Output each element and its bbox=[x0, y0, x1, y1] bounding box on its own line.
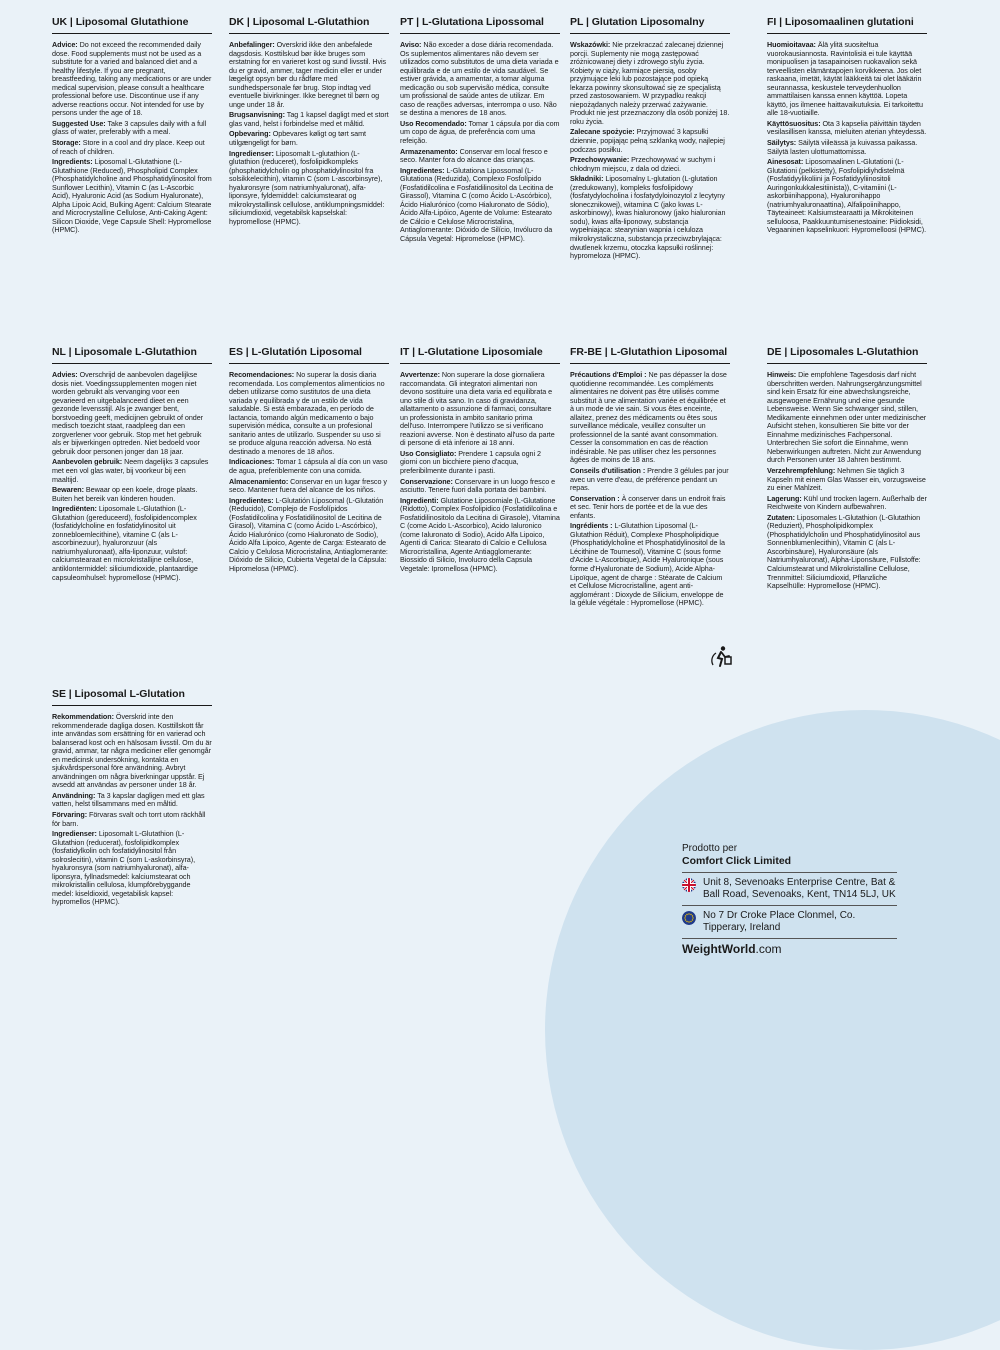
section-paragraph: Aviso: Não exceder a dose diária recomendada. Os suplementos alimentares não devem ser utilizados como substitutos de uma dieta variada e equilibrada e de um estilo de vida saudável. Se estiver grávida, a amamentar, a tomar alguma medicação ou sob supervisão médica, consulte um profissional de saúde antes de utilizar. Em caso de reações adversas, interrompa o uso. Não se destina a menores de 18 anos. bbox=[400, 40, 559, 118]
section-paragraph: Storage: Store in a cool and dry place. Keep out of reach of children. bbox=[52, 138, 205, 156]
section-title: FR-BE | L-Glutathion Liposomal bbox=[570, 346, 730, 364]
section-paragraph: Ingredientes: L-Glutationa Lipossomal (L-Glutationa (Reduzida), Complexo Fosfolípido (Fosfatidilcolina e Fosfatidilinositol da Lecitina de Girassol), Vitamina C (como Ácido L-Ascórbico), Ácido Hialurónico (como Hialuronato de Sódio), Ácido Alfa-Lipóico, Agente de Volume: Estearato de Cálcio e Celulose Microcristalina, Antiaglomerante: Dióxido de Silício, Invólucro da Cápsula Vegetal: Hipromelose (HPMC). bbox=[400, 165, 554, 244]
section-paragraph: Précautions d'Emploi : Ne pas dépasser la dose quotidienne recommandée. Les compléments alimentaires ne doivent pas être utilisés comme substitut à une alimentation variée et équilibrée et à un mode de vie sain. Si vous êtes enceinte, allaitez, prenez des médicaments ou êtes sous surveillance médicale, veuillez consulter un professionnel de la santé avant consommation. Cesser la consommation en cas de réaction indésirable. Ne pas utiliser chez les personnes âgées de moins de 18 ans. bbox=[570, 370, 727, 465]
uk-address: Unit 8, Sevenoaks Enterprise Centre, Bat & Ball Road, Sevenoaks, Kent, TN14 5LJ, UK bbox=[703, 877, 896, 900]
divider bbox=[682, 905, 897, 906]
section-paragraph: Ingredienti: Glutatione Liposomiale (L-Glutatione (Ridotto), Complex Fosfolipidico (Fosfatidilcolina e Fosfatidilinositolo da Lecitina di Girasole), Vitamina C (come Acido L-Ascorbico), Acido Ialuronico (come Ialuronato di Sodio), Acido Alfa Lipoico, Agenti di Carica: Stearato di Calcio e Cellulosa Microcristallina, Agente Antiagglomerante: Biossido di Silicio, Involucro della Capsula Vegetale: Ipromellosa (HPMC). bbox=[400, 495, 560, 574]
section-paragraph: Ingrediënten: Liposomale L-Glutathion (L-Glutathion (gereduceerd), fosfolipidencomplex (fosfatidylcholine en fosfatidylinositol uit zonnebloemlecithine), vitamine C (als L-ascorbinezuur), hyaluronzuur (als natriumhyaluronaat), alfa-liponzuur, vulstof: calciumstearaat en microkristallijne cellulose, antiklontermiddel: siliciumdioxide, plantaardige capsuleomhulsel: hypromellose (HPMC). bbox=[52, 504, 198, 582]
section-paragraph: Ingredienser: Liposomalt L-glutathion (L-glutathion (reduceret), fosfolipidkompleks (phosphatidylcholin og phosphatidylinositol fra solsikkelecithin), vitamin C (som L-ascorbinsyre), hyaluronsyre (som natriumhyaluronat), alfa-liponsyre, fyldemiddel: calciumstearat og mikrokrystallinsk cellulose, antiklumpningsmiddel: siliciumdioxid, vegetabilsk kapselskal: hypromellose (HPMC). bbox=[229, 148, 385, 226]
section-paragraph: Przechowywanie: Przechowywać w suchym i chłodnym miejscu, z dala od dzieci. bbox=[570, 155, 716, 173]
uk-flag-icon bbox=[682, 878, 696, 892]
section-title: PT | L-Glutationa Lipossomal bbox=[400, 16, 560, 34]
brand-website: WeightWorld.com bbox=[682, 942, 782, 956]
section-paragraph: Almacenamiento: Conservar en un lugar fresco y seco. Mantener fuera del alcance de los niños. bbox=[229, 476, 387, 495]
section-paragraph: Ingredientes: L-Glutatión Liposomal (L-Glutatión (Reducido), Complejo de Fosfolípidos (Fosfatidilcolina y Fosfatidilinositol de Lecitina de Girasol), Vitamina C (como Ácido L-Ascórbico), Ácido Hialurónico (como Hialuronato de Sodio), Ácido Alfa Lipoico, Agente de Carga: Estearato de Calcio y Celulosa Microcristalina, Antiaglomerante: Dióxido de Silicio, Cubierta Vegetal de la Cápsula: Hipromelosa (HPMC). bbox=[229, 495, 388, 574]
section-paragraph: Ainesosat: Liposomaalinen L-Glutationi (L-Glutationi (pelkistetty), Fosfolipidiyhdistelmä (Fosfatidyylikoliini ja Fosfatidyyliinositoli Auringonkukkalesitiinista)), C-vitamiini (L-askorbiinihappona), Hyaluronihappo (natriumhyaluronaattina), Alfalipoiinihappo, Täyteaineet: Kalsiumstearaatti ja Mikrokiteinen selluloosa, Paakkuuntumisenestoaine: Piidioksidi, Vegaaninen kapselinkuori: Hypromelloosi (HPMC). bbox=[767, 157, 927, 235]
section-paragraph: Recomendaciones: No superar la dosis diaria recomendada. Los complementos alimenticios no deben utilizarse como sustitutos de una dieta variada y equilibrada y de un estilo de vida saludable. Si está embarazada, en período de lactancia, tomando algún medicamento o bajo supervisión médica, consulte a un profesional sanitario antes de utilizarlo. Suspender su uso si se produce alguna reacción adversa. No está destinado a menores de 18 años. bbox=[229, 370, 385, 456]
section-paragraph: Advice: Do not exceed the recommended daily dose. Food supplements must not be used as a substitute for a varied and balanced diet and a healthy lifestyle. If you are pregnant, breastfeeding, taking any medications or are under medical supervision, please consult a healthcare professional before use. Discontinue use if any adverse reactions occur. Not intended for use by persons under the age of 18. bbox=[52, 40, 212, 118]
section-paragraph: Conservazione: Conservare in un luogo fresco e asciutto. Tenere fuori dalla portata dei bambini. bbox=[400, 476, 556, 495]
section-paragraph: Hinweis: Die empfohlene Tagesdosis darf nicht überschritten werden. Nahrungsergänzungsmittel sind kein Ersatz für eine abwechslungsreiche, ausgewogene Ernährung und eine gesunde Lebensweise. Wenn Sie schwanger sind, stillen, Medikamente einnehmen oder unter medizinischer Aufsicht stehen, konsultieren Sie bitte vor der Einnahme medizinisches Fachpersonal. Unterbrechen Sie sofort die Einnahme, wenn Nebenwirkungen auftreten. Nicht zur Anwendung durch Personen unter 18 Jahren bestimmt. bbox=[767, 370, 927, 465]
section-it bbox=[400, 346, 560, 576]
section-paragraph: Ingrédients : L-Glutathion Liposomal (L-Glutathion Réduit), Complexe Phospholipidique (Phosphatidylcholine et Phosphatidylinositol de la Lécithine de Tournesol), Vitamine C (sous forme d'Acide L-Ascorbique), Acide Hyaluronique (sous forme d'Hyaluronate de Sodium), Acide Alpha-Lipoïque, agent de charge : Stéarate de Calcium et Cellulose Microcristalline, agent anti-agglomérant : Dioxyde de Silicium, enveloppe de la gélule végétale : Hypromellose (HPMC). bbox=[570, 521, 725, 608]
company-name: Comfort Click Limited bbox=[682, 855, 792, 867]
section-paragraph: Rekommendation: Överskrid inte den rekommenderade dagliga dosen. Kosttillskott får inte användas som ersättning för en varierad och balanserad kost och en hälsosam livsstil. Om du är gravid, ammar, tar några mediciner eller genomgår en medicinsk undersökning, kontakta en sjukvårdspersonal före användning. Avbryt användningen om några biverkningar uppstår. Ej avsedd att användas av personer under 18 år. bbox=[52, 712, 212, 790]
section-paragraph: Indicaciones: Tomar 1 cápsula al día con un vaso de agua, preferiblemente con una comida. bbox=[229, 457, 388, 476]
section-paragraph: Säilytys: Säilytä viileässä ja kuivassa paikassa. Säilytä lasten ulottumattomissa. bbox=[767, 138, 918, 156]
section-fr-be bbox=[570, 346, 730, 610]
section-paragraph: Wskazówki: Nie przekraczać zalecanej dziennej porcji. Suplementy nie mogą zastępować zróżnicowanej diety i zdrowego stylu życia. Kobiety w ciąży, karmiące piersią, osoby przyjmujące leki lub pozostające pod opieką lekarza powinny skonsultować się ze specjalistą przed zastosowaniem. W przypadku reakcji niepożądanych należy przerwać zażywanie. Produkt nie jest przeznaczony dla osób poniżej 18. roku życia. bbox=[570, 40, 730, 126]
manufacturer-info bbox=[682, 843, 897, 955]
section-se bbox=[52, 688, 212, 909]
section-paragraph: Huomioitavaa: Älä ylitä suositeltua vuorokausiannosta. Ravintolisiä ei tule käyttää monipuolisen ja tasapainoisen ruokavalion sekä terveellisten elämäntapojen korvikkeena. Jos olet raskaana, imetät, käytät lääkkeitä tai olet lääkärin seurannassa, keskustele terveydenhuollon ammattilaisen kanssa ennen käyttöä. Lopeta käyttö, jos ilmenee haittavaikutuksia. Ei tarkoitettu alle 18-vuotiaille. bbox=[767, 40, 923, 118]
section-title: NL | Liposomale L-Glutathion bbox=[52, 346, 212, 364]
ie-address: No 7 Dr Croke Place Clonmel, Co. Tipperary, Ireland bbox=[703, 910, 856, 933]
section-es bbox=[229, 346, 389, 576]
section-title: FI | Liposomaalinen glutationi bbox=[767, 16, 927, 34]
ie-address-block bbox=[682, 910, 897, 934]
section-paragraph: Brugsanvisning: Tag 1 kapsel dagligt med et stort glas vand, helst i forbindelse med et måltid. bbox=[229, 110, 389, 128]
section-paragraph: Conservation : À conserver dans un endroit frais et sec. Tenir hors de portée et de la vue des enfants. bbox=[570, 493, 726, 520]
uk-address-block bbox=[682, 877, 897, 901]
section-paragraph: Förvaring: Förvaras svalt och torrt utom räckhåll för barn. bbox=[52, 810, 206, 828]
section-paragraph: Uso Recomendado: Tomar 1 cápsula por dia com um copo de água, de preferência com uma refeição. bbox=[400, 118, 560, 146]
section-paragraph: Składniki: Liposomalny L-glutation (L-glutation (zredukowany), kompleks fosfolipidowy (fosfatydylocholina i fosfatydyloinozytol z lecytyny słonecznikowej), witamina C (jako kwas L-askorbinowy), kwas hialuronowy (jako hialuronian sodu), kwas alfa-liponowy, substancja wypełniająca: stearynian wapnia i celuloza mikrokrystaliczna, substancja przeciwzbrylająca: dwutlenek krzemu, otoczka kapsułki roślinnej: hypromeloza (HPMC). bbox=[570, 174, 726, 261]
section-paragraph: Anbefalinger: Overskrid ikke den anbefalede dagsdosis. Kosttilskud bør ikke bruges som erstatning for en varieret kost og sund livsstil. Hvis du er gravid, ammer, tager medicin eller er under lægeligt opsyn bør du rådføre med sundhedspersonale før brug. Stop indtag ved eventuelle bivirkninger. Ikke beregnet til børn og unge under 18 år. bbox=[229, 40, 387, 109]
section-title: PL | Glutation Liposomalny bbox=[570, 16, 730, 34]
section-paragraph: Opbevaring: Opbevares køligt og tørt samt utilgængeligt for børn. bbox=[229, 129, 366, 148]
section-title: DE | Liposomales L-Glutathion bbox=[767, 346, 927, 364]
section-nl bbox=[52, 346, 212, 584]
section-paragraph: Zutaten: Liposomales L-Glutathion (L-Glutathion (Reduziert), Phospholipidkomplex (Phosphatidylcholin und Phosphatidylinositol aus Sonnenblumenlecithin), Vitamin C (als L-Ascorbinsäure), Hyaluronsäure (als Natriumhyaluronat), Alpha-Liponsäure, Füllstoffe: Calciumstearat und Mikrokristalline Cellulose, Trennmittel: Siliciumdioxid, Pflanzliche Kapselhülle: Hypromellose (HPMC). bbox=[767, 512, 921, 591]
section-paragraph: Käyttösuositus: Ota 3 kapselia päivittäin täyden vesilasillisen kanssa, mieluiten aterian yhteydessä. bbox=[767, 118, 927, 137]
section-title: SE | Liposomal L-Glutation bbox=[52, 688, 212, 706]
section-title: UK | Liposomal Glutathione bbox=[52, 16, 212, 34]
produced-by-label: Prodotto per bbox=[682, 843, 738, 854]
section-paragraph: Bewaren: Bewaar op een koele, droge plaats. Buiten het bereik van kinderen houden. bbox=[52, 485, 198, 503]
section-paragraph: Advies: Overschrijd de aanbevolen dagelijkse dosis niet. Voedingssupplementen mogen niet worden gebruikt als vervanging voor een gevarieerd en uitgebalanceerd dieet en een gezonde levensstijl. Als je zwanger bent, borstvoeding geeft, medicijnen gebruikt of onder medisch toezicht staat, raadpleeg dan een zorgverlener voor gebruik. Stop met het gebruik als er bijwerkingen optreden. Niet bedoeld voor gebruik door personen jonger dan 18 jaar. bbox=[52, 370, 204, 456]
section-paragraph: Uso Consigliato: Prendere 1 capsula ogni 2 giorni con un bicchiere pieno d'acqua, preferibilmente durante i pasti. bbox=[400, 448, 541, 476]
divider bbox=[682, 872, 897, 873]
section-uk bbox=[52, 16, 212, 237]
section-paragraph: Suggested Use: Take 3 capsules daily with a full glass of water, preferably with a meal. bbox=[52, 118, 207, 137]
section-paragraph: Zalecane spożycie: Przyjmować 3 kapsułki dziennie, popijając pełną szklanką wody, najlepiej podczas posiłku. bbox=[570, 127, 725, 154]
section-pl bbox=[570, 16, 730, 263]
section-pt bbox=[400, 16, 560, 246]
section-title: DK | Liposomal L-Glutathion bbox=[229, 16, 389, 34]
section-dk bbox=[229, 16, 389, 228]
section-title: ES | L-Glutatión Liposomal bbox=[229, 346, 389, 364]
section-de bbox=[767, 346, 927, 593]
section-paragraph: Ingredients: Liposomal L-Glutathione (L-Glutathione (Reduced), Phospholipid Complex (Phosphatidylcholine and Phosphatidylinositol from Sunflower Lecithin), Vitamin C (as L-Ascorbic Acid), Hyaluronic Acid (as Sodium Hyaluronate), Alpha Lipoic Acid, Bulking Agent: Calcium Stearate and Microcrystalline Cellulose, Anti-Caking Agent: Silicon Dioxide, Vege Capsule Shell: Hypromellose (HPMC). bbox=[52, 157, 212, 235]
recycling-figure-icon bbox=[710, 645, 734, 669]
section-paragraph: Lagerung: Kühl und trocken lagern. Außerhalb der Reichweite von Kindern aufbewahren. bbox=[767, 493, 927, 512]
divider bbox=[682, 938, 897, 939]
section-title: IT | L-Glutatione Liposomiale bbox=[400, 346, 560, 364]
section-paragraph: Armazenamento: Conservar em local fresco e seco. Manter fora do alcance das crianças. bbox=[400, 146, 548, 165]
eu-flag-icon bbox=[682, 911, 696, 925]
section-paragraph: Ingredienser: Liposomalt L-Glutathion (L-Glutathion (reducerat), fosfolipidkomplex (fosfatidylkolin och fosfatidylinositol från solroslecitin), vitamin C (som L-askorbinsyra), hyaluronsyra (som natriumhyaluronat), alfa-liponsyra, fyllnadsmedel: kalciumstearat och mikrokristallin cellulosa, klumpförebyggande medel: kiseldioxid, vegetabilisk kapsel: hypromellos (HPMC). bbox=[52, 829, 196, 907]
section-fi bbox=[767, 16, 927, 237]
section-paragraph: Avvertenze: Non superare la dose giornaliera raccomandata. Gli integratori alimentari non devono sostituire una dieta varia ed equilibrata e uno stile di vita sano. In caso di gravidanza, allattamento o assunzione di farmaci, consultare un professionista in ambito sanitario prima dell'uso. Interrompere l'utilizzo se si verificano reazioni avverse. Non è destinato all'uso da parte di persone di età inferiore ai 18 anni. bbox=[400, 370, 555, 448]
section-paragraph: Conseils d'utilisation : Prendre 3 gélules par jour avec un verre d'eau, de préférence pendant un repas. bbox=[570, 466, 729, 493]
section-paragraph: Aanbevolen gebruik: Neem dagelijks 3 capsules met een vol glas water, bij voorkeur bij een maaltijd. bbox=[52, 457, 209, 484]
section-paragraph: Verzehrempfehlung: Nehmen Sie täglich 3 Kapseln mit einem Glas Wasser ein, vorzugsweise zu einer Mahlzeit. bbox=[767, 466, 926, 493]
section-paragraph: Användning: Ta 3 kapslar dagligen med ett glas vatten, helst tillsammans med en måltid. bbox=[52, 790, 205, 809]
